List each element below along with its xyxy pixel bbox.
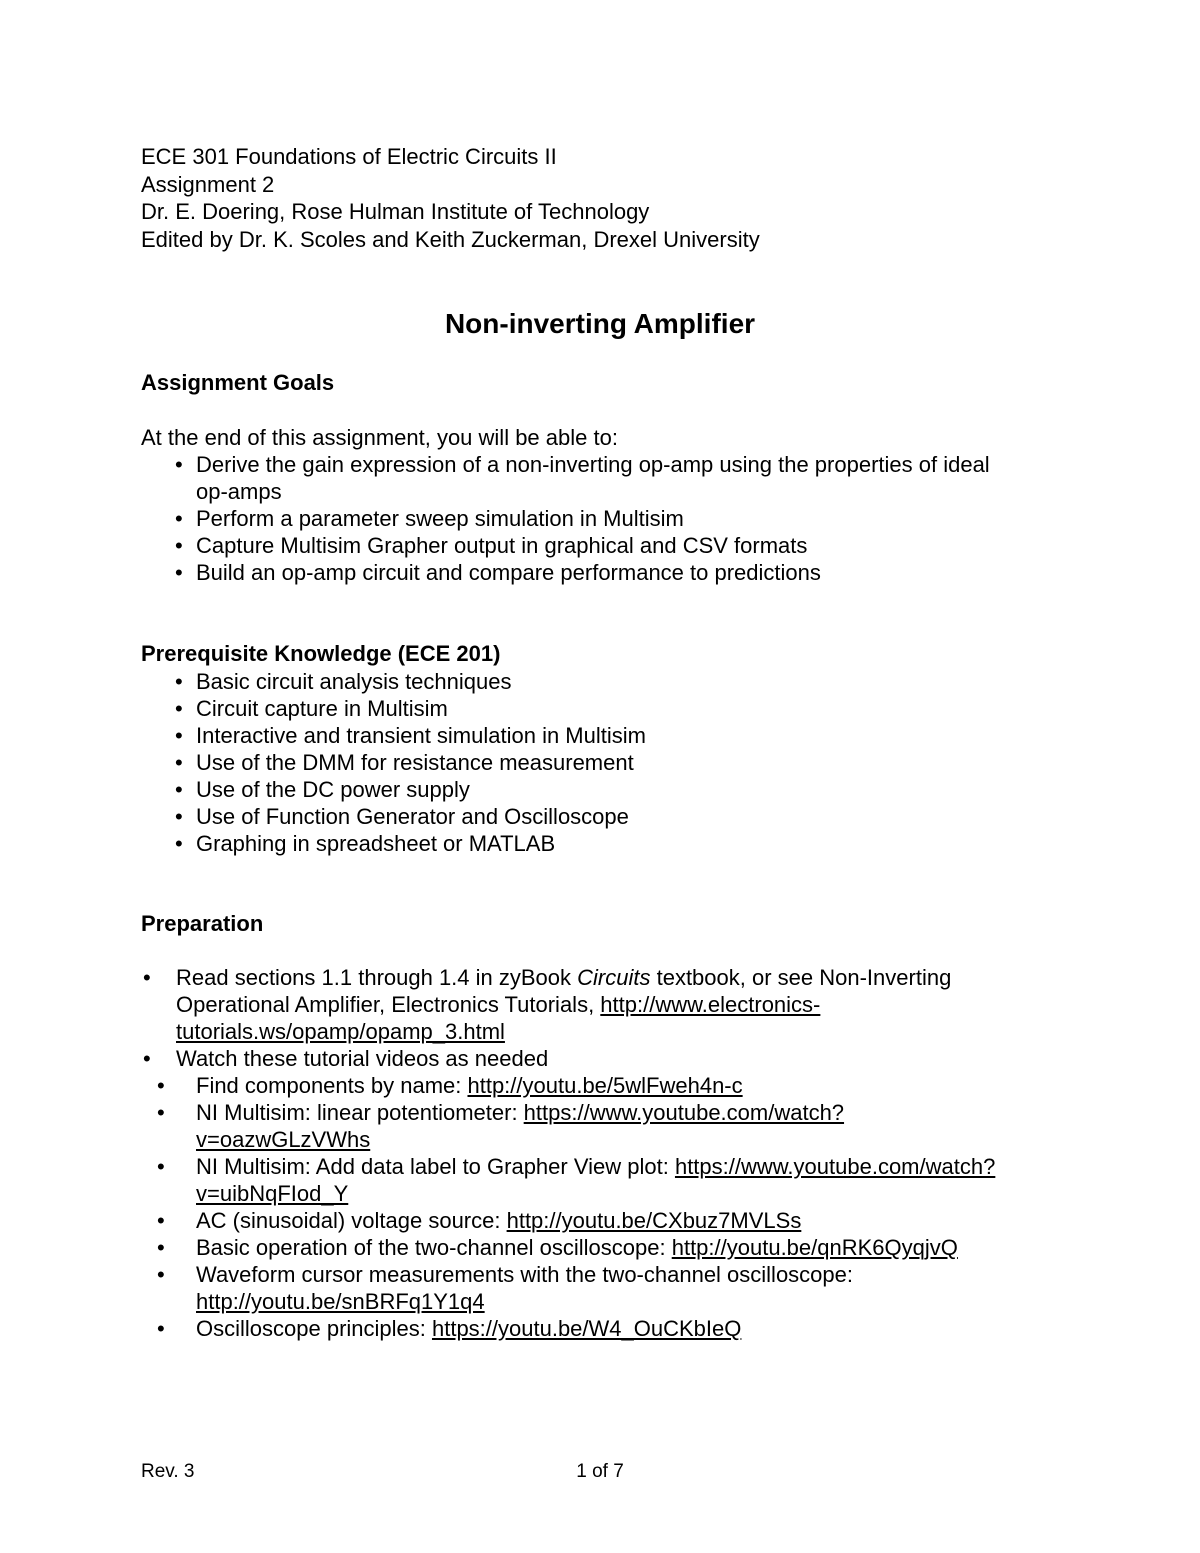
- video-item-continuation: [141, 1288, 995, 1315]
- bullet-icon: •: [157, 1316, 165, 1341]
- prep-list: [141, 964, 995, 1342]
- editors-line: Edited by Dr. K. Scoles and Keith Zuckerman, Drexel University: [141, 226, 760, 252]
- video-item: • Waveform cursor measurements with the two-channel oscilloscope:: [157, 1262, 854, 1287]
- video-item-continuation: [141, 1126, 995, 1153]
- video-item: • NI Multisim: Add data label to Grapher View plot: https://www.youtube.com/watch?: [157, 1154, 996, 1179]
- video-link[interactable]: http://youtu.be/qnRK6QyqjvQ: [671, 1235, 958, 1260]
- book-title: Circuits: [577, 965, 651, 990]
- bullet-icon: •: [175, 560, 183, 585]
- bullet-icon: •: [143, 965, 151, 990]
- bullet-icon: •: [175, 669, 183, 694]
- video-link[interactable]: http://youtu.be/5wlFweh4n-c: [467, 1073, 743, 1098]
- video-item-continuation: [141, 1180, 995, 1207]
- list-item: • Build an op-amp circuit and compare performance to predictions: [175, 560, 821, 585]
- prereq-heading: Prerequisite Knowledge (ECE 201): [141, 641, 501, 666]
- electronics-tutorials-link-cont[interactable]: tutorials.ws/opamp/opamp_3.html: [176, 1019, 505, 1044]
- list-item: • Perform a parameter sweep simulation in Multisim: [175, 506, 684, 531]
- bullet-icon: •: [175, 777, 183, 802]
- goals-intro: At the end of this assignment, you will be able to:: [141, 425, 618, 450]
- bullet-icon: •: [157, 1073, 165, 1098]
- bullet-icon: •: [175, 506, 183, 531]
- page-number: 1 of 7: [576, 1461, 624, 1482]
- bullet-icon: •: [175, 831, 183, 856]
- bullet-icon: •: [157, 1154, 165, 1179]
- bullet-icon: •: [143, 1046, 151, 1071]
- video-item: • NI Multisim: linear potentiometer: https://www.youtube.com/watch?: [157, 1100, 845, 1125]
- list-item: • Capture Multisim Grapher output in graphical and CSV formats: [175, 533, 808, 558]
- list-item: • Derive the gain expression of a non-inverting op-amp using the properties of ideal: [175, 452, 990, 477]
- list-item: • Use of the DC power supply: [175, 777, 470, 802]
- video-link[interactable]: https://youtu.be/W4_OuCKbIeQ: [431, 1316, 742, 1341]
- video-item: • Oscilloscope principles: https://youtu.be/W4_OuCKbIeQ: [157, 1316, 742, 1341]
- prereq-list: [141, 668, 646, 857]
- video-link[interactable]: http://youtu.be/snBRFq1Y1q4: [196, 1289, 485, 1314]
- prep-heading: Preparation: [141, 911, 264, 936]
- list-item: • Watch these tutorial videos as needed: [143, 1046, 549, 1071]
- goals-heading: Assignment Goals: [141, 370, 335, 395]
- author-line: Dr. E. Doering, Rose Hulman Institute of Technology: [141, 199, 650, 224]
- assignment-number: Assignment 2: [141, 171, 275, 197]
- bullet-icon: •: [175, 533, 183, 558]
- list-item: • Use of Function Generator and Oscilloscope: [175, 804, 629, 829]
- bullet-icon: •: [175, 696, 183, 721]
- bullet-icon: •: [175, 804, 183, 829]
- list-item: • Graphing in spreadsheet or MATLAB: [175, 831, 556, 856]
- revision-label: Rev. 3: [141, 1461, 195, 1482]
- list-item: • Basic circuit analysis techniques: [175, 669, 512, 694]
- video-link[interactable]: https://www.youtube.com/watch?: [523, 1100, 845, 1125]
- bullet-icon: •: [157, 1262, 165, 1287]
- bullet-icon: •: [157, 1100, 165, 1125]
- list-item-continuation: op-amps: [196, 479, 282, 504]
- list-item-continuation: Operational Amplifier, Electronics Tutorials, http://www.electronics-: [176, 992, 821, 1017]
- course-title: ECE 301 Foundations of Electric Circuits II: [141, 144, 557, 169]
- bullet-icon: •: [175, 750, 183, 775]
- video-link-cont[interactable]: v=oazwGLzVWhs: [196, 1127, 371, 1152]
- list-item: • Read sections 1.1 through 1.4 in zyBook Circuits textbook, or see Non-Inverting: [143, 965, 952, 990]
- bullet-icon: •: [157, 1208, 165, 1233]
- video-item: • AC (sinusoidal) voltage source: http://youtu.be/CXbuz7MVLSs: [157, 1208, 802, 1233]
- bullet-icon: •: [157, 1235, 165, 1260]
- goals-list: [141, 451, 990, 586]
- list-item: • Interactive and transient simulation in Multisim: [175, 723, 646, 748]
- video-item: • Find components by name: http://youtu.be/5wlFweh4n-c: [157, 1073, 743, 1098]
- document-header: [141, 143, 760, 253]
- page-title: Non-inverting Amplifier: [444, 308, 756, 339]
- bullet-icon: •: [175, 452, 183, 477]
- video-link[interactable]: http://youtu.be/CXbuz7MVLSs: [506, 1208, 802, 1233]
- list-item: • Circuit capture in Multisim: [175, 696, 448, 721]
- video-item: • Basic operation of the two-channel oscilloscope: http://youtu.be/qnRK6QyqjvQ: [157, 1235, 958, 1260]
- video-link[interactable]: https://www.youtube.com/watch?: [674, 1154, 996, 1179]
- video-link-cont[interactable]: v=uibNqFIod_Y: [196, 1181, 349, 1206]
- list-item: • Use of the DMM for resistance measurement: [175, 750, 634, 775]
- bullet-icon: •: [175, 723, 183, 748]
- electronics-tutorials-link[interactable]: http://www.electronics-: [600, 992, 821, 1017]
- list-item-continuation: [141, 1018, 995, 1045]
